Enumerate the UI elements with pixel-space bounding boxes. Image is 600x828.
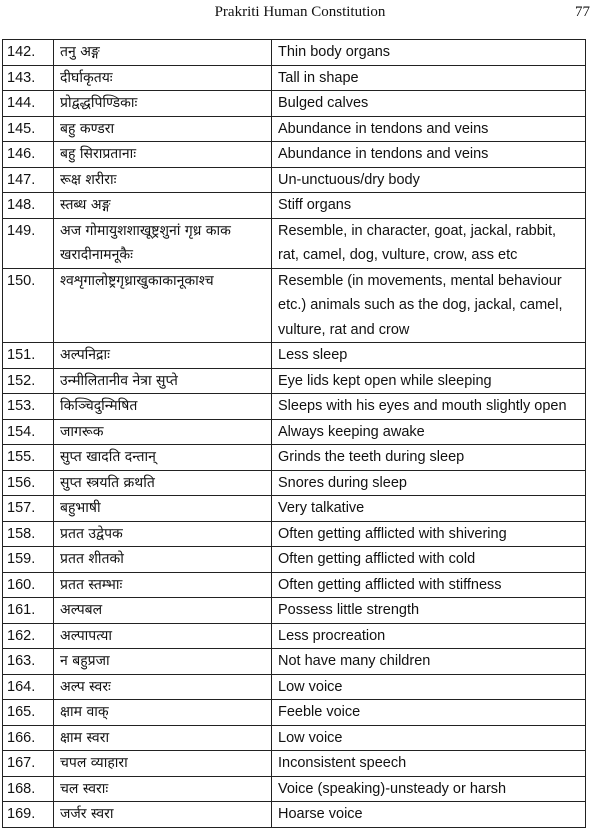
table-row: [3, 65, 586, 91]
running-title: Prakriti Human Constitution: [214, 4, 386, 20]
row-number: 152.: [3, 368, 54, 394]
english-meaning: Eye lids kept open while sleeping: [272, 368, 586, 394]
table-row: [3, 674, 586, 700]
table-row: [3, 40, 586, 66]
english-meaning: Inconsistent speech: [272, 751, 586, 777]
row-number: 162.: [3, 623, 54, 649]
row-number: 144.: [3, 91, 54, 117]
english-meaning: Feeble voice: [272, 700, 586, 726]
english-meaning: Thin body organs: [272, 40, 586, 66]
row-number: 154.: [3, 419, 54, 445]
sanskrit-term: तनु अङ्ग: [54, 40, 272, 66]
row-number: 149.: [3, 218, 54, 268]
table-row: [3, 445, 586, 471]
sanskrit-term: बहु कण्डरा: [54, 116, 272, 142]
row-number: 147.: [3, 167, 54, 193]
table-row: [3, 368, 586, 394]
row-number: 163.: [3, 649, 54, 675]
english-meaning: Hoarse voice: [272, 802, 586, 828]
table-row: [3, 802, 586, 828]
english-meaning: Always keeping awake: [272, 419, 586, 445]
table-row: [3, 751, 586, 777]
row-number: 155.: [3, 445, 54, 471]
table-row: [3, 343, 586, 369]
row-number: 142.: [3, 40, 54, 66]
sanskrit-term: प्रतत शीतको: [54, 547, 272, 573]
table-row: [3, 598, 586, 624]
table-row: [3, 649, 586, 675]
sanskrit-term: दीर्घाकृतयः: [54, 65, 272, 91]
sanskrit-term: चपल व्याहारा: [54, 751, 272, 777]
sanskrit-term: बहुभाषी: [54, 496, 272, 522]
english-meaning: Abundance in tendons and veins: [272, 142, 586, 168]
english-meaning: Often getting afflicted with stiffness: [272, 572, 586, 598]
row-number: 151.: [3, 343, 54, 369]
page-number: 77: [575, 4, 590, 20]
table-row: [3, 419, 586, 445]
row-number: 145.: [3, 116, 54, 142]
sanskrit-term: प्रतत स्तम्भाः: [54, 572, 272, 598]
table-row: [3, 521, 586, 547]
english-meaning: Sleeps with his eyes and mouth slightly open: [272, 394, 586, 420]
row-number: 160.: [3, 572, 54, 598]
row-number: 157.: [3, 496, 54, 522]
table-row: [3, 776, 586, 802]
table-row: [3, 547, 586, 573]
english-meaning: Possess little strength: [272, 598, 586, 624]
english-meaning: Very talkative: [272, 496, 586, 522]
english-meaning: Grinds the teeth during sleep: [272, 445, 586, 471]
sanskrit-term: अल्पबल: [54, 598, 272, 624]
sanskrit-term: किञ्चिदुन्मिषित: [54, 394, 272, 420]
sanskrit-term: सुप्त स्त्रयति क्रथति: [54, 470, 272, 496]
english-meaning: Abundance in tendons and veins: [272, 116, 586, 142]
english-meaning: Snores during sleep: [272, 470, 586, 496]
row-number: 164.: [3, 674, 54, 700]
prakriti-traits-table: [2, 39, 586, 828]
table-row: [3, 268, 586, 343]
sanskrit-term: जर्जर स्वरा: [54, 802, 272, 828]
english-meaning: Resemble (in movements, mental behaviour etc.) animals such as the dog, jackal, camel, vulture, rat and crow: [272, 268, 586, 343]
row-number: 148.: [3, 193, 54, 219]
sanskrit-term: सुप्त खादति दन्तान्: [54, 445, 272, 471]
table-row: [3, 142, 586, 168]
english-meaning: Not have many children: [272, 649, 586, 675]
row-number: 168.: [3, 776, 54, 802]
english-meaning: Often getting afflicted with cold: [272, 547, 586, 573]
sanskrit-term: प्रतत उद्वेपक: [54, 521, 272, 547]
sanskrit-term: उन्मीलितानीव नेत्रा सुप्ते: [54, 368, 272, 394]
english-meaning: Less sleep: [272, 343, 586, 369]
table-row: [3, 394, 586, 420]
table-row: [3, 470, 586, 496]
table-row: [3, 218, 586, 268]
sanskrit-term: श्वशृगालोष्ट्रगृध्राखुकाकानूकाश्च: [54, 268, 272, 343]
table-row: [3, 700, 586, 726]
row-number: 169.: [3, 802, 54, 828]
english-meaning: Un-unctuous/dry body: [272, 167, 586, 193]
sanskrit-term: जागरूक: [54, 419, 272, 445]
row-number: 158.: [3, 521, 54, 547]
sanskrit-term: रूक्ष शरीराः: [54, 167, 272, 193]
english-meaning: Tall in shape: [272, 65, 586, 91]
sanskrit-term: अज गोमायुशशाखूष्ट्रशुनां गृध्र काक खरादीनामनूकैः: [54, 218, 272, 268]
sanskrit-term: क्षाम स्वरा: [54, 725, 272, 751]
english-meaning: Less procreation: [272, 623, 586, 649]
table-row: [3, 116, 586, 142]
english-meaning: Voice (speaking)-unsteady or harsh: [272, 776, 586, 802]
english-meaning: Stiff organs: [272, 193, 586, 219]
sanskrit-term: प्रोद्वद्धपिण्डिकाः: [54, 91, 272, 117]
english-meaning: Resemble, in character, goat, jackal, rabbit, rat, camel, dog, vulture, crow, ass etc: [272, 218, 586, 268]
english-meaning: Low voice: [272, 725, 586, 751]
table-row: [3, 623, 586, 649]
page-header: [0, 4, 600, 24]
sanskrit-term: अल्प स्वरः: [54, 674, 272, 700]
english-meaning: Often getting afflicted with shivering: [272, 521, 586, 547]
row-number: 150.: [3, 268, 54, 343]
row-number: 143.: [3, 65, 54, 91]
row-number: 153.: [3, 394, 54, 420]
sanskrit-term: अल्पनिद्राः: [54, 343, 272, 369]
table-row: [3, 193, 586, 219]
sanskrit-term: चल स्वराः: [54, 776, 272, 802]
row-number: 165.: [3, 700, 54, 726]
table-row: [3, 496, 586, 522]
row-number: 159.: [3, 547, 54, 573]
table-row: [3, 725, 586, 751]
english-meaning: Low voice: [272, 674, 586, 700]
sanskrit-term: अल्पापत्या: [54, 623, 272, 649]
row-number: 161.: [3, 598, 54, 624]
sanskrit-term: न बहुप्रजा: [54, 649, 272, 675]
table-row: [3, 572, 586, 598]
sanskrit-term: स्तब्ध अङ्ग: [54, 193, 272, 219]
table-row: [3, 167, 586, 193]
row-number: 146.: [3, 142, 54, 168]
sanskrit-term: बहु सिराप्रतानाः: [54, 142, 272, 168]
sanskrit-term: क्षाम वाक्: [54, 700, 272, 726]
row-number: 167.: [3, 751, 54, 777]
table-row: [3, 91, 586, 117]
row-number: 166.: [3, 725, 54, 751]
english-meaning: Bulged calves: [272, 91, 586, 117]
row-number: 156.: [3, 470, 54, 496]
